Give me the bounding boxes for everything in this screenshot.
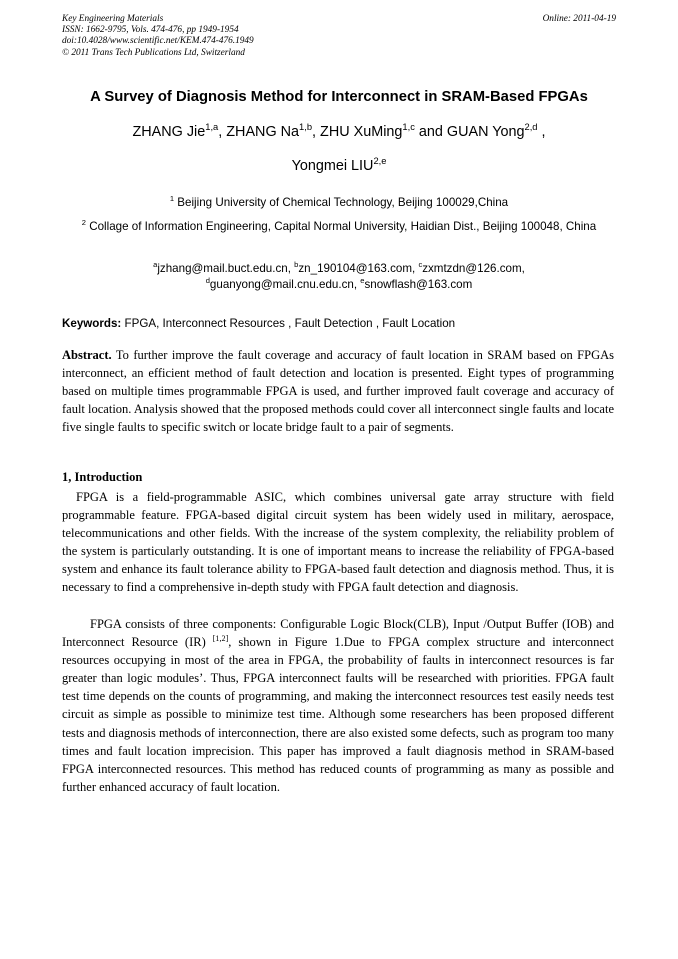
affiliation-text: Beijing University of Chemical Technology, Beijing 100029,China <box>177 196 509 209</box>
citation-ref: [1,2] <box>212 633 229 643</box>
doi-line: doi:10.4028/www.scientific.net/KEM.474-476.1949 <box>62 36 254 47</box>
keywords-label: Keywords: <box>62 317 122 330</box>
author-name: GUAN Yong <box>446 124 525 140</box>
author-line-2 <box>40 158 638 174</box>
journal-header <box>62 14 616 59</box>
author-name: Yongmei LIU <box>291 158 374 174</box>
affiliation-1 <box>62 193 616 212</box>
author-name: ZHANG Na <box>226 124 300 140</box>
intro-paragraph-1: FPGA is a field-programmable ASIC, which combines universal gate array structure with field programmable feature. FPGA-based digital circuit system has been widely used in military, aerospace, telecommunications and other fields. With the increase of the system complexity, the reliability problem of the system is particularly outstanding. It is one of important means to increase the reliability of FPGA-based system and enhance its fault tolerance ability to FPGA-based fault detection and diagnosis method. Thus, it is necessary to find a comprehensive in-depth study with FPGA fault detection and diagnosis. <box>62 490 614 595</box>
copyright-line: © 2011 Trans Tech Publications Ltd, Switzerland <box>62 47 245 58</box>
author-affiliation-mark: 1,b <box>299 122 313 133</box>
author-line-1: ZHANG Jie$^{1,a}$, ZHANG Na$^{1,b}$, ZHU XuMing$^{1,c}$ and GUAN Yong$^{2,d}$ , <box>132 122 546 140</box>
email-line-1: $^a$jzhang@mail.buct.edu.cn, $^b$zn_190104@163.com, $^c$zxmtzdn@126.com, <box>153 260 525 275</box>
abstract <box>62 346 614 436</box>
online-date: Online: 2011-04-19 <box>542 14 616 24</box>
author-affiliation-mark: 2,e <box>373 156 387 167</box>
intro-paragraph-2: FPGA consists of three components: Configurable Logic Block(CLB), Input /Output Buffer (IOB) and Interconnect Resource (IR) [1,2], shown in Figure 1.Due to FPGA complex structure and interconnect resources occupying in most of the area in FPGA, the probability of faults in interconnect resources is far greater than logic modules’. Thus, FPGA interconnect faults will be researched with priorities. FPGA fault test time depends on the counts of programming, and making the interconnect resources test easily needs test circuit as simple as possible to minimize test time. Although some researchers has been proposed different tests and diagnosis methods of interconnection, there are also existed some defects, such as program too many times and fault location imprecision. This paper has improved a fault diagnosis method in SRAM-based FPGA interconnected resources. This method has reduced counts of programming as many as possible and further enhanced accuracy of fault location. <box>62 617 614 794</box>
keywords-text: FPGA, Interconnect Resources , Fault Detection , Fault Location <box>124 317 456 330</box>
affiliation-text: Collage of Information Engineering, Capital Normal University, Haidian Dist., Beijing 100048, China <box>89 220 597 233</box>
email-line-2: $^d$guanyong@mail.cnu.edu.cn, $^e$snowflash@163.com <box>205 276 473 291</box>
section-heading-introduction: 1, Introduction <box>62 470 143 484</box>
author-affiliation-mark: 1,c <box>402 122 415 133</box>
issn-line: ISSN: 1662-9795, Vols. 474-476, pp 1949-1954 <box>62 25 239 36</box>
affiliation-mark: 2 <box>81 218 86 228</box>
journal-name: Key Engineering Materials <box>62 14 164 24</box>
email-address: zn_190104@163.com, <box>298 262 419 275</box>
paper-title: A Survey of Diagnosis Method for Interconnect in SRAM-Based FPGAs <box>90 89 588 105</box>
abstract-label: Abstract. <box>62 348 112 362</box>
email-address: jzhang@mail.buct.edu.cn, <box>157 262 295 275</box>
abstract-text: To further improve the fault coverage and accuracy of fault location in SRAM based on FPGAs interconnect, an efficient method of fault detection and location is presented. Eight types of programming based on multiple times programmable FPGA is used, and further improved fault coverage and accuracy of fault location. Analysis showed that the proposed methods could cover all interconnect single faults and locate five single faults to specific switch or locate bridge fault to a pair of segments. <box>62 348 615 435</box>
email-address: guanyong@mail.cnu.edu.cn, <box>209 278 361 291</box>
email-address: snowflash@163.com <box>364 278 473 291</box>
author-name: ZHANG Jie <box>132 124 206 140</box>
author-affiliation-mark: 2,d <box>524 122 538 133</box>
author-affiliation-mark: 1,a <box>205 122 219 133</box>
author-name: ZHU XuMing <box>320 124 403 140</box>
keywords <box>62 317 616 330</box>
email-list <box>62 261 616 293</box>
affiliation-2 <box>62 217 616 236</box>
affiliation-mark: 1 <box>169 194 175 204</box>
email-address: zxmtzdn@126.com, <box>422 262 525 275</box>
